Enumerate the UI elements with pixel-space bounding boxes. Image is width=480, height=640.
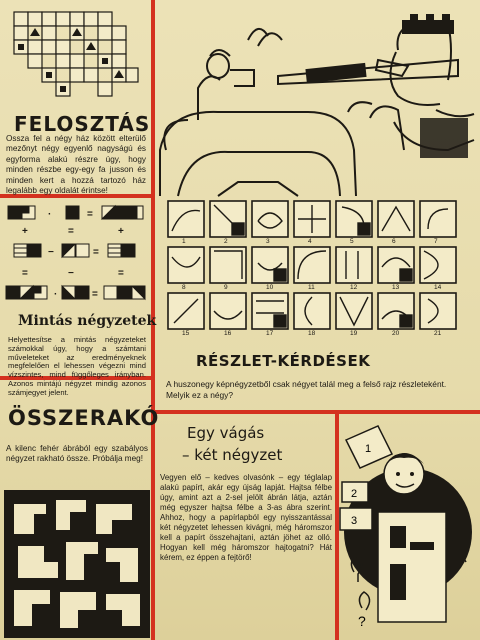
fold-label-question: ? (358, 613, 366, 629)
detail-square-number: 17 (266, 330, 274, 337)
reszlet-grid (164, 199, 474, 339)
svg-text:=: = (22, 268, 28, 279)
egyvagas-title-line2: – két négyzet (182, 446, 283, 464)
detail-square-number: 15 (182, 330, 190, 337)
detail-square (336, 247, 372, 283)
svg-text:·: · (54, 289, 58, 300)
reszlet-title: RÉSZLET-KÉRDÉSEK (196, 352, 371, 370)
svg-text:−: − (68, 268, 74, 279)
osszerako-text: A kilenc fehér ábrából egy szabályos négyzet rakható össze. Próbálja meg! (6, 444, 148, 464)
detail-square (210, 293, 246, 329)
detail-square-number: 9 (224, 284, 228, 291)
detail-square-number: 7 (434, 238, 438, 245)
egyvagas-illustration (338, 412, 478, 640)
svg-text:+: + (22, 226, 28, 237)
felosztas-puzzle-grid (12, 6, 140, 104)
osszerako-title: ÖSSZERAKÓ (8, 406, 160, 430)
detail-square-number: 19 (350, 330, 358, 337)
detail-square-number: 3 (266, 238, 270, 245)
detail-square-number: 14 (434, 284, 442, 291)
svg-text:=: = (118, 268, 124, 279)
svg-text:·: · (48, 209, 52, 220)
svg-text:=: = (87, 209, 93, 220)
detail-square-number: 18 (308, 330, 316, 337)
detail-square-number: 4 (308, 238, 312, 245)
detail-square-number: 1 (182, 238, 186, 245)
svg-text:=: = (68, 226, 74, 237)
svg-text:=: = (92, 289, 98, 300)
detail-square (252, 201, 288, 237)
egyvagas-title-line1: Egy vágás (187, 424, 265, 442)
detail-square-number: 10 (266, 284, 274, 291)
felosztas-title: FELOSZTÁS (14, 112, 151, 136)
detail-square-shading (274, 269, 286, 281)
detail-square-number: 11 (308, 284, 315, 291)
egyvagas-text: Vegyen elő – kedves olvasónk – egy téglalap alakú papírt, akár egy újság lapját. Hajtsa félbe úgy, amint azt a 2-sel jelölt ábrán látja, aztán még egyszer hajtsa félbe a 3-as ábra szerint. Ahhoz, hogy a papírlapból egy nyisszantással két négyzetet lehessen kivágni, még háromszor kell a papírt összehajtani, aztán jöhet az olló. Hogyan kell még háromszor hajtogatni? Hát kérem, ez éppen a fejtörő! (160, 473, 332, 562)
detail-square-number: 8 (182, 284, 186, 291)
osszerako-pieces (4, 490, 150, 638)
fold-label-1: 1 (365, 443, 372, 455)
detail-square-number: 21 (434, 330, 442, 337)
detail-square-shading (400, 315, 412, 327)
detail-square-shading (358, 223, 370, 235)
mintas-text: Helyettesítse a mintás négyzeteket számokkal úgy, hogy a számtani műveleteket az eredményeknek megfelelően el lehessen végezni mind vízszintes, mind függőleges irányban. Azonos mintájú négyzet mindig azonos számjegyet jelent. (8, 335, 146, 397)
detail-square-shading (400, 269, 412, 281)
reszlet-main-illustration (158, 0, 476, 198)
detail-square (168, 201, 204, 237)
detail-square-number: 5 (350, 238, 354, 245)
mintas-puzzle (4, 200, 150, 306)
fold-label-2: 2 (351, 488, 358, 500)
detail-square-number: 16 (224, 330, 232, 337)
fold-label-3: 3 (351, 515, 358, 527)
detail-square (294, 247, 330, 283)
detail-square-shading (274, 315, 286, 327)
detail-square (168, 247, 204, 283)
svg-text:−: − (48, 247, 54, 258)
detail-square-number: 13 (392, 284, 400, 291)
reszlet-text: A huszonegy képnégyzetből csak négyet talál meg a felső rajz részleteként. Melyik ez a négy? (166, 379, 447, 400)
svg-text:+: + (118, 226, 124, 237)
detail-square (420, 201, 456, 237)
detail-square-number: 6 (392, 238, 396, 245)
detail-square (294, 293, 330, 329)
detail-square (210, 247, 246, 283)
mintas-title: Mintás négyzetek (18, 313, 157, 329)
svg-text:=: = (93, 247, 99, 258)
detail-square-shading (232, 223, 244, 235)
detail-square-number: 2 (224, 238, 228, 245)
felosztas-text: Ossza fel a négy ház között elterülő mezőnyt négy egyenlő nagyságú és egyforma alakú részre úgy, hogy minden részbe egy-egy fa jusson és minden kert a hozzá tartozó ház legalább egy oldalát érintse! (6, 134, 146, 196)
detail-square-number: 12 (350, 284, 358, 291)
detail-square-number: 20 (392, 330, 400, 337)
